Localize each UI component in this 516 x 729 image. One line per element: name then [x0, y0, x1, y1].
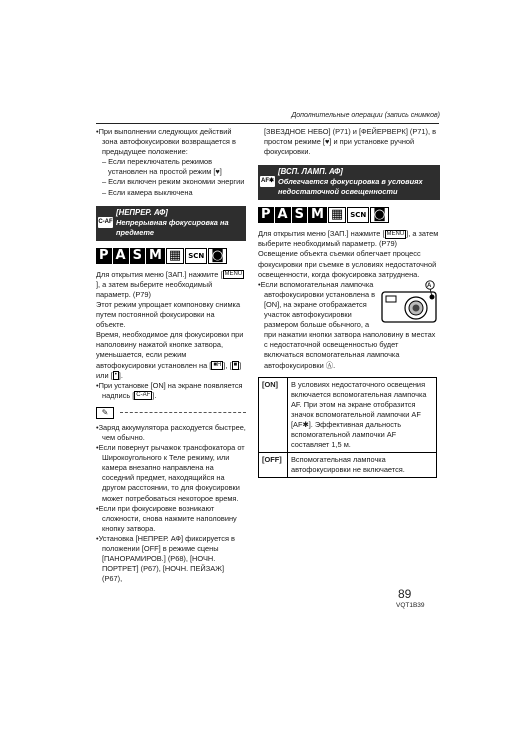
- body-text: Этот режим упрощает компоновку снимка путем постоянной фокусировки на объекте.: [96, 299, 241, 330]
- menu-icon: MENU: [224, 271, 243, 278]
- header-rule: [96, 123, 439, 124]
- af-spot-icon: •: [114, 372, 117, 379]
- option-key: [OFF]: [259, 453, 288, 478]
- right-column: [258, 127, 440, 478]
- table-row: [259, 453, 437, 478]
- af-assist-lamp-icon: AF✱: [260, 176, 275, 187]
- continued-text: [ЗВЕЗДНОЕ НЕБО] (P71) и [ФЕЙЕРВЕРК] (P71), в простом режиме [♥] и при установке ручной фокусировки.: [264, 127, 437, 157]
- note-item: •Заряд аккумулятора расходуется быстрее, чем обычно.: [96, 422, 246, 442]
- mode-p-icon: P: [258, 207, 274, 223]
- page-header: Дополнительные операции (запись снимков): [291, 112, 440, 119]
- mode-camera-icon: ◙: [208, 248, 227, 264]
- note-header: [96, 407, 246, 419]
- left-column: [96, 127, 246, 584]
- section-af-assist-lamp: [258, 165, 440, 200]
- section-subtitle: Облегчается фокусировка в условиях недостаточной освещенности: [278, 177, 423, 197]
- dash-item: – Если камера выключена: [102, 187, 193, 197]
- bullet-with-illustration: [258, 280, 440, 371]
- page-number: 89: [398, 587, 412, 601]
- mode-p-icon: P: [96, 248, 112, 264]
- mode-scn-icon: SCN: [185, 248, 207, 264]
- section-title: [ВСП. ЛАМП. АФ]: [278, 167, 343, 177]
- note-item: •Если повернут рычажок трансфокатора от Широкоугольного к Теле режиму, или камера внезапно направлена на соседний предмет, находящийся на другом расстоянии, то для фокусировки может потребоваться некоторое время.: [96, 443, 245, 503]
- callout-label: A: [427, 282, 432, 289]
- mode-movie-icon: ▦: [328, 207, 346, 223]
- continuous-af-icon: C-AF: [98, 217, 113, 228]
- section-title: [НЕПРЕР. АФ]: [116, 207, 168, 217]
- dash-item: – Если переключатель режимов установлен на простой режим [♥]: [102, 157, 222, 177]
- mode-s-icon: S: [130, 248, 145, 264]
- camera-illustration: [380, 280, 440, 324]
- mode-a-icon: A: [113, 248, 129, 264]
- menu-icon: MENU: [386, 230, 405, 237]
- note-icon: ✎: [96, 407, 114, 419]
- af-high-speed-icon: ■H: [213, 362, 222, 369]
- on-bullet: •При установке [ON] на экране появляется надпись [ C-AF ].: [96, 380, 243, 400]
- option-key: [ON]: [259, 377, 288, 453]
- body-text: Для открытия меню [ЗАП.] нажмите [ MENU], а затем выберите необходимый параметр. (P79): [96, 269, 243, 299]
- mode-icons: [96, 248, 246, 264]
- body-text: Для открытия меню [ЗАП.] нажмите [ MENU ], а затем выберите необходимый параметр. (P79): [258, 229, 439, 249]
- assist-bullet: •Если вспомогательная лампочка автофокусировки установлена в [ON], на экране отображается участок автофокусировки размером больше обычного, а при нажатии кнопки затвора наполовину в местах с недостаточной освещенностью будет включаться вспомогательная лампочка автофокусировки Ⓐ.: [258, 279, 436, 370]
- section-subtitle: Непрерывная фокусировка на предмете: [116, 217, 229, 237]
- note-item: •Установка [НЕПРЕР. АФ] фиксируется в положении [OFF] в режиме сцены [ПАНОРАМИРОВ.] (P68), [НОЧН. ПОРТРЕТ] (P67), [НОЧН. ПЕЙЗАЖ] (P67),: [96, 533, 235, 584]
- dash-item: – Если включен режим экономии энергии: [102, 177, 245, 187]
- intro-text: При выполнении следующих действий зона автофокусировки возвращается в предыдущее положение:: [98, 127, 236, 157]
- note-item: •Если при фокусировке возникают сложности, снова нажмите наполовину кнопку затвора.: [96, 503, 237, 533]
- mode-movie-icon: ▦: [166, 248, 184, 264]
- body-text: Освещение объекта съемки облегчает процесс фокусировки при съемке в условиях недостаточной освещенности, когда фокусировка затруднена.: [258, 249, 437, 279]
- table-row: [259, 377, 437, 453]
- option-desc: Вспомогательная лампочка автофокусировки не включается.: [288, 453, 437, 478]
- option-desc: В условиях недостаточного освещения включается вспомогательная лампочка AF. При этом на экране отобразится значок вспомогательной лампочки AF [AF✱]. Эффективная дальность вспомогательной лампочки AF составляет 1,5 м.: [288, 377, 437, 453]
- af-1-area-icon: ■: [233, 362, 238, 369]
- mode-s-icon: S: [292, 207, 307, 223]
- options-table: [258, 377, 437, 479]
- mode-a-icon: A: [275, 207, 291, 223]
- document-code: VQT1B39: [396, 602, 425, 609]
- mode-m-icon: M: [146, 248, 165, 264]
- mode-icons: [258, 207, 440, 223]
- mode-scn-icon: SCN: [347, 207, 369, 223]
- intro-bullet: •При выполнении следующих действий зона автофокусировки возвращается в предыдущее положение:: [96, 127, 236, 157]
- mode-m-icon: M: [308, 207, 327, 223]
- note-divider: [120, 412, 246, 413]
- section-continuous-af: [96, 206, 246, 241]
- continuous-af-indicator-icon: C-AF: [136, 392, 151, 399]
- body-text: Время, необходимое для фокусировки при наполовину нажатой кнопке затвора, уменьшается, если режим автофокусировки установлен на [ ■H ], [ ■ ] или [ • ].: [96, 330, 244, 380]
- mode-camera-icon: ◙: [370, 207, 389, 223]
